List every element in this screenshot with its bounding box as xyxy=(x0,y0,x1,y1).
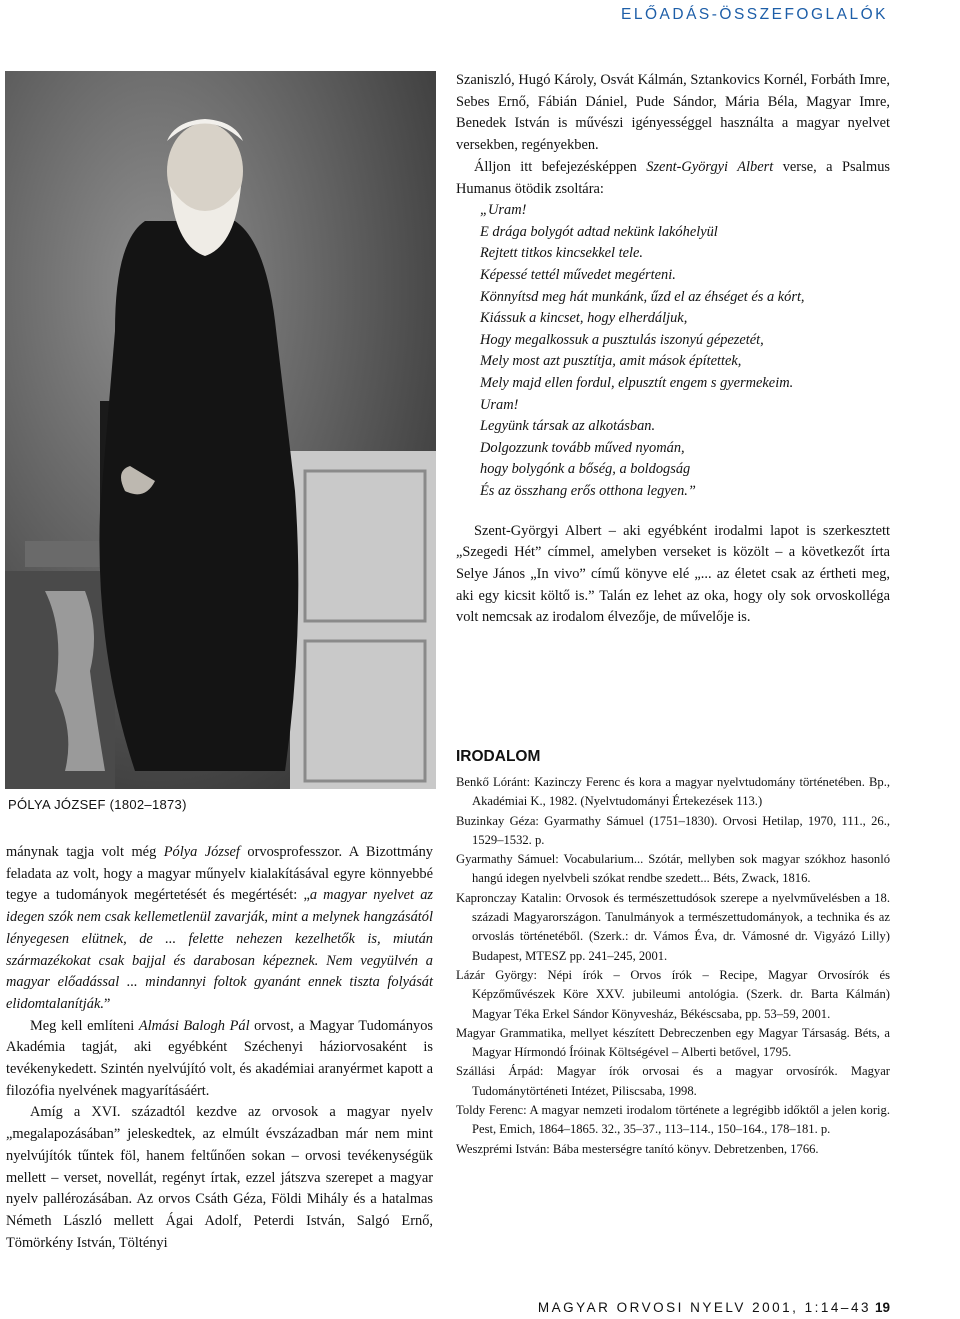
poem-line: Uram! xyxy=(480,396,519,413)
person-name: Almási Balogh Pál xyxy=(138,1017,250,1034)
text-run: mánynak tagja volt még xyxy=(6,844,164,860)
text-run: ” xyxy=(103,995,111,1012)
photo-caption: PÓLYA JÓZSEF (1802–1873) xyxy=(8,797,187,812)
person-name: Pólya József xyxy=(163,844,240,860)
reference-item: Lázár György: Népi írók – Orvos írók – Recipe, Magyar Orvosírók és Képzőművészek Köre XXV. jubileumi antológia. (Szerk. dr. Barta Kálmán) Magyar Téka Erkel Sándor Könyvesház, Békéscsaba, pp. 53–59, 2001. xyxy=(456,967,890,1021)
page-footer xyxy=(538,1300,890,1315)
right-column xyxy=(456,70,890,629)
poem-line: Hogy megalkossuk a pusztulás iszonyú gépezetét, xyxy=(480,331,764,348)
references-title: IRODALOM xyxy=(456,748,541,765)
poem-line: „Uram! xyxy=(480,202,527,219)
journal-citation: MAGYAR ORVOSI NYELV 2001, 1:14–43 xyxy=(537,1300,871,1315)
references-list xyxy=(456,773,890,1159)
right-paragraph-1: Szaniszló, Hugó Károly, Osvát Kálmán, Sztankovics Kornél, Forbáth Imre, Sebes Ernő, Fábián Dániel, Pude Sándor, Mária Béla, Magyar Imre, Benedek István is művészi igényességgel használta a magyar nyelvet versekben, regényekben. xyxy=(456,72,890,154)
left-paragraph-2 xyxy=(6,1016,433,1103)
poem-line: Mely majd ellen fordul, elpusztít engem s gyermekeim. xyxy=(480,374,794,391)
poem-line: És az összhang erős otthona legyen.” xyxy=(480,482,696,499)
text-run: verse, a Psalmus Humanus ötödik zsoltára: xyxy=(456,158,890,197)
poem xyxy=(456,200,890,502)
reference-item: Weszprémi István: Bába mesterségre tanító könyv. Debretzenben, 1766. xyxy=(456,1141,819,1156)
portrait-photo xyxy=(5,71,436,789)
poem-line: Könnyítsd meg hát munkánk, űzd el az éhséget és a kórt, xyxy=(480,288,805,305)
left-column xyxy=(6,842,433,1254)
right-paragraph-3: Szent-Györgyi Albert – aki egyébként irodalmi lapot is szerkesztett „Szegedi Hét” címmel, amelyben verseket is közölt – a következőt írta Selye János „In vivo” című könyve elé „... az életet csak az értheti meg, aki egy kicsit költő is.” Talán ez lehet az oka, hogy oly sok orvoskolléga volt nemcsak az irodalom élvezője, de művelője is. xyxy=(456,522,890,626)
poem-line: Dolgozzunk tovább műved nyomán, xyxy=(480,439,685,456)
reference-item: Magyar Grammatika, mellyet készített Debreczenben egy Magyar Társaság. Béts, a Magyar Hírmondó Íróinak Költségével – Alberti betővel, 1795. xyxy=(456,1025,890,1060)
text-run: Meg kell említeni xyxy=(30,1017,139,1034)
right-paragraph-2 xyxy=(456,157,890,200)
poem-line: Kiássuk a kincset, hogy elherdáljuk, xyxy=(480,310,688,327)
poem-line: E drága bolygót adtad nekünk lakóhelyül xyxy=(480,223,718,240)
reference-item: Gyarmathy Sámuel: Vocabularium... Szótár, mellyben sok magyar szókhoz hasonló hangú idegen nyelvbeli szókat rendbe szedett... Béts, Zwack, 1816. xyxy=(456,852,890,886)
text-run: Álljon itt befejezésképpen xyxy=(474,158,647,175)
left-paragraph-1 xyxy=(6,842,433,1016)
poem-line: hogy bolygónk a bőség, a boldogság xyxy=(480,461,691,478)
reference-item: Kapronczay Katalin: Orvosok és természettudósok szerepe a nyelvművelésben a 18. századi Magyarországon. Tanulmányok a természettudományok, a technika és az orvoslás történetéből. (Szerk.: dr. Vámos Éva, dr. Vámosné dr. Vigyázó Lilly) Budapest, MTESZ pp. 241–245, 2001. xyxy=(456,890,890,963)
text-run: orvost, a Magyar Tudományos Akadémia tagját, aki egyébként Széchenyi háziorvosaként is tevékenykedett. Szintén nyelvújító volt, és akadémiai aranyérmet kapott a filozófia nyelvének magyarításáért. xyxy=(6,1017,434,1099)
page-number: 19 xyxy=(874,1300,890,1315)
quotation: a magyar nyelvet az idegen szók nem csak kellemetlenül zavarják, mint a melynek hangzásától lényegesen elütnek, de ... felette nehezen kezelhetők is, miután származékokat csak bajjal és darabosan képeznek. Nem vegyülvén a magyar előadással ... mindannyi foltok gyanánt ennek tiszta folyását elidomtalanítják. xyxy=(6,887,433,1012)
reference-item: Toldy Ferenc: A magyar nemzeti irodalom története a legrégibb időktől a jelen korig. Pest, Emich, 1864–1865. 32., 35–37., 113–114., 150–164., 178–181. p. xyxy=(456,1103,890,1137)
reference-item: Benkő Lóránt: Kazinczy Ferenc és kora a magyar nyelvtudomány történetében. Bp., Akadémiai K., 1982. (Nyelvtudományi Értekezések 113.) xyxy=(456,775,890,809)
poem-line: Képessé tettél művedet megérteni. xyxy=(480,267,676,283)
reference-item: Buzinkay Géza: Gyarmathy Sámuel (1751–1830). Orvosi Hetilap, 1970, 111., 26., 1529–1532. p. xyxy=(456,813,890,847)
left-paragraph-3: Amíg a XVI. századtól kezdve az orvosok a magyar nyelv „megalapozásában” jeleskedtek, az elmúlt évszázadban már nem mint nyelvújítók tűntek föl, hanem feltűnően sokan – orvosi tevékenységük mellett – verset, novellát, regényt írtak, ezzel játszva szerepet a magyar nyelv pallérozásában. Az orvos Csáth Géza, Földi Mihály és a hatalmas Németh László mellett Ágai Adolf, Peterdi István, Salgó Ernő, Tömörkény István, Töltényi xyxy=(6,1104,433,1251)
reference-item: Szállási Árpád: Magyar írók orvosai és a magyar orvosírók. Magyar Tudománytörténeti Intézet, Piliscsaba, 1998. xyxy=(456,1064,890,1098)
poem-line: Mely most azt pusztítja, amit mások építettek, xyxy=(480,353,742,370)
text-run: orvosprofesszor. A Bizottmány feladata az volt, hogy a magyar műnyelv kialakításával egyre könnyebbé tegye a tudományok megértetését és megértését: „ xyxy=(6,844,433,904)
section-header: ELŐADÁS-ÖSSZEFOGLALÓK xyxy=(621,6,888,23)
poem-line: Rejtett titkos kincsekkel tele. xyxy=(480,245,644,262)
portrait-illustration xyxy=(5,71,436,789)
poem-line: Legyünk társak az alkotásban. xyxy=(480,418,656,435)
person-name: Szent-Györgyi Albert xyxy=(646,158,774,175)
